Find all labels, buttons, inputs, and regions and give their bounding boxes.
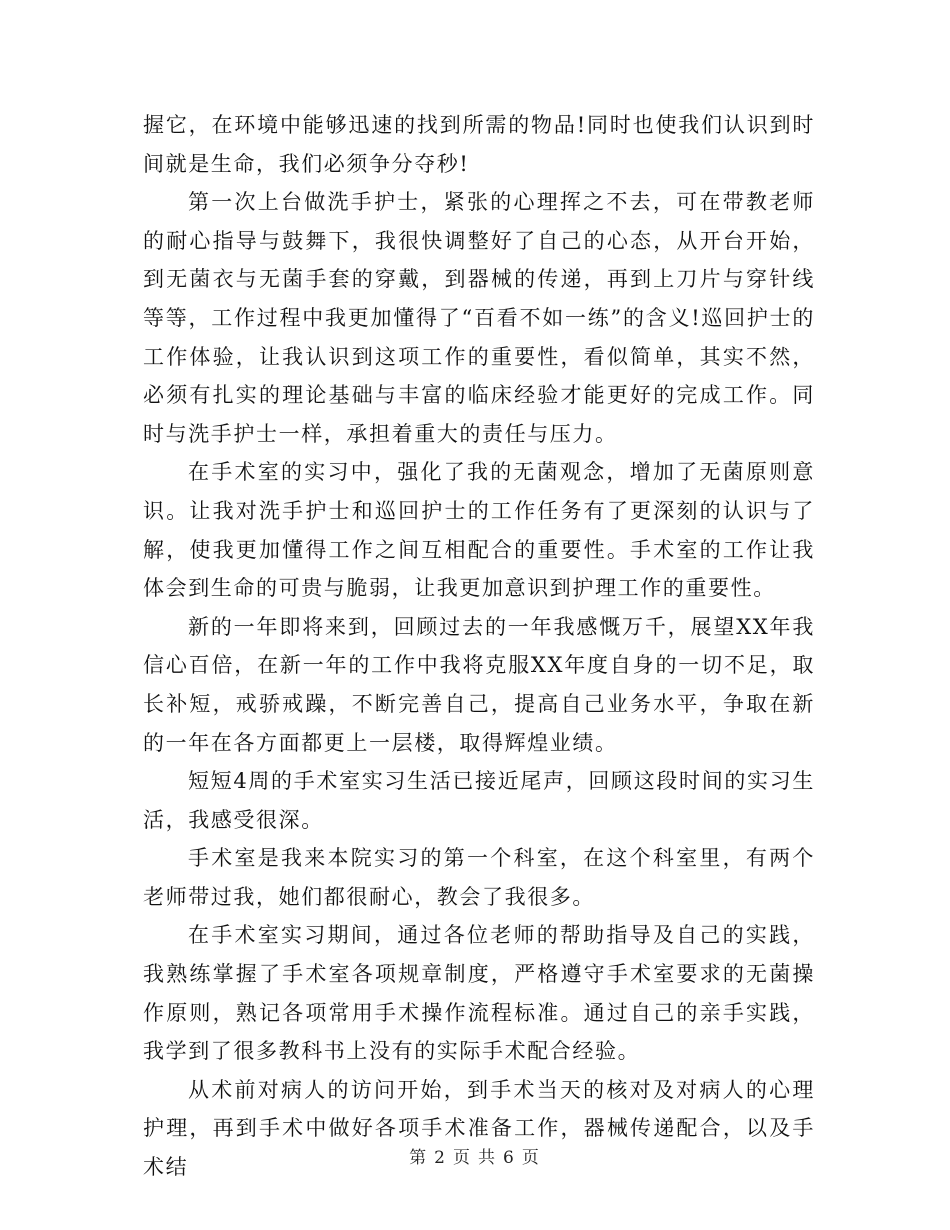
paragraph-2: 第一次上台做洗手护士，紧张的心理挥之不去，可在带教老师的耐心指导与鼓舞下，我很快调整好了自己的心态，从开台开始，到无菌衣与无菌手套的穿戴，到器械的传递，再到上刀片与穿针线等等，工作过程中我更加懂得了“百看不如一练”的含义!巡回护士的工作体验，让我认识到这项工作的重要性，看似简单，其实不然，必须有扎实的理论基础与丰富的临床经验才能更好的完成工作。同时与洗手护士一样，承担着重大的责任与压力。 — [143, 190, 815, 446]
paragraph-1: 握它，在环境中能够迅速的找到所需的物品!同时也使我们认识到时间就是生命，我们必须争分夺秒! — [143, 113, 815, 176]
paragraph-6: 手术室是我来本院实习的第一个科室，在这个科室里，有两个老师带过我，她们都很耐心，教会了我很多。 — [143, 846, 815, 909]
page-footer — [0, 1143, 950, 1168]
footer-total-prefix: 共 — [478, 1148, 497, 1168]
paragraph-4: 新的一年即将来到，回顾过去的一年我感慨万千，展望XX年我信心百倍，在新一年的工作中我将克服XX年度自身的一切不足，取长补短，戒骄戒躁，不断完善自己，提高自己业务水平，争取在新的一年在各方面都更上一层楼，取得辉煌业绩。 — [143, 614, 815, 755]
footer-prefix: 第 — [409, 1148, 429, 1168]
footer-current-page: 2 — [434, 1148, 447, 1168]
paragraph-5: 短短4周的手术室实习生活已接近尾声，回顾这段时间的实习生活，我感受很深。 — [143, 769, 815, 832]
paragraph-7: 在手术室实习期间，通过各位老师的帮助指导及自己的实践，我熟练掌握了手术室各项规章制度，严格遵守手术室要求的无菌操作原则，熟记各项常用手术操作流程标准。通过自己的亲手实践，我学到了很多教科书上没有的实际手术配合经验。 — [143, 923, 815, 1064]
footer-total-pages: 6 — [503, 1148, 516, 1168]
paragraph-8: 从术前对病人的访问开始，到手术当天的核对及对病人的心理护理，再到手术中做好各项手术准备工作，器械传递配合，以及手术结 — [143, 1077, 815, 1180]
paragraph-3: 在手术室的实习中，强化了我的无菌观念，增加了无菌原则意识。让我对洗手护士和巡回护士的工作任务有了更深刻的认识与了解，使我更加懂得工作之间互相配合的重要性。手术室的工作让我体会到生命的可贵与脆弱，让我更加意识到护理工作的重要性。 — [143, 460, 815, 601]
footer-suffix: 页 — [521, 1148, 541, 1168]
document-body — [143, 106, 815, 1187]
footer-page-word: 页 — [453, 1148, 472, 1168]
